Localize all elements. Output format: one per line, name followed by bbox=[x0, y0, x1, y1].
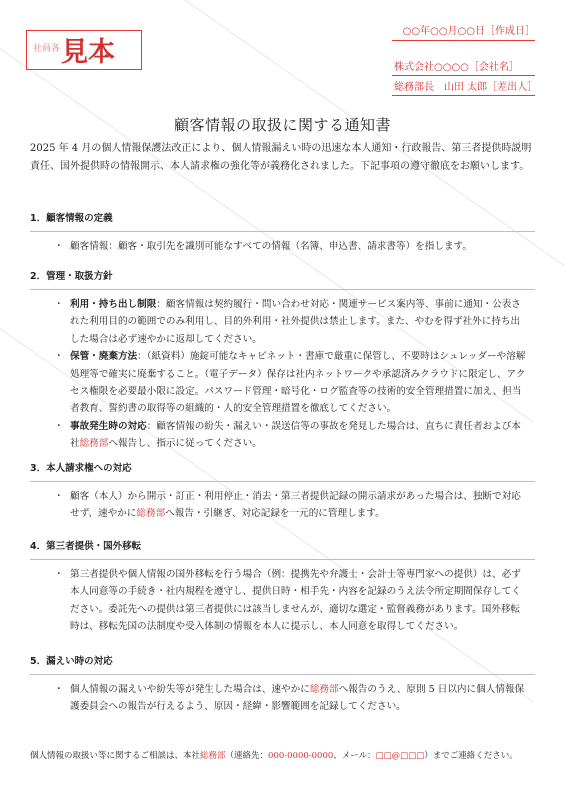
bullet-icon: ・ bbox=[54, 351, 64, 363]
date-underline bbox=[392, 40, 535, 41]
item-bold-label: 事故発生時の対応 bbox=[70, 420, 147, 432]
sample-stamp bbox=[26, 30, 142, 70]
footer-text: 個人情報の取扱い等に関するご相談は、本社 bbox=[30, 751, 201, 761]
item-bold-label: 利用・持ち出し制限 bbox=[70, 298, 157, 310]
section-definition bbox=[30, 212, 535, 255]
section-divider bbox=[30, 231, 535, 232]
footer-phone: 000-0000-0000 bbox=[268, 751, 334, 761]
bullet-icon: ・ bbox=[54, 420, 64, 432]
section-heading: 3．本人請求権への対応 bbox=[30, 463, 132, 474]
bullet-icon: ・ bbox=[54, 240, 64, 252]
item-text: ：（紙資料）施錠可能なキャビネット・書庫で厳重に保管し、不要時はシュレッダーや溶解処理等で確実に廃棄すること。（電子データ）保存は社内ネットワークや承認済みクラウドに限定し、アクセス権限を必要最小限に設定。パスワード管理・暗号化・ログ監査等の技術的安全管理措置に加え、担当者教育、誓約書の取得等の組織的・人的安全管理措置を徹底してください。 bbox=[70, 351, 526, 415]
bullet-icon: ・ bbox=[54, 298, 64, 310]
list-item bbox=[30, 348, 535, 418]
page-title: 顧客情報の取扱に関する通知書 bbox=[173, 116, 391, 134]
list-item bbox=[30, 238, 535, 255]
item-text-tail: へ報告のうえ、原則 5 日以内に個人情報保護委員会への報告が行えるよう、原因・経緯・影響範囲を記録してください。 bbox=[70, 683, 525, 713]
section-management bbox=[30, 270, 535, 453]
section-request-rights bbox=[30, 462, 535, 523]
footer-text: 、メール： bbox=[333, 751, 376, 761]
item-text: 個人情報の漏えいや紛失等が発生した場合は、速やかに bbox=[70, 683, 310, 695]
sender-person-underline bbox=[392, 95, 535, 96]
item-text: 顧客（本人）から開示・訂正・利用停止・消去・第三者提供記録の開示請求があった場合は、独断で対応せず、速やかに bbox=[70, 490, 521, 520]
sender-company-underline bbox=[392, 75, 535, 76]
item-text: ：顧客情報の紛失・漏えい・誤送信等の事故を発見した場合は、直ちに責任者および本社 bbox=[70, 420, 521, 450]
footer-text: ）までご連絡ください。 bbox=[424, 751, 518, 761]
section-heading: 5．漏えい時の対応 bbox=[30, 656, 113, 667]
section-heading: 2．管理・取扱方針 bbox=[30, 271, 113, 282]
list-item bbox=[30, 566, 535, 636]
item-text-tail: へ報告・引継ぎ、対応記録を一元的に管理します。 bbox=[165, 508, 385, 520]
section-divider bbox=[30, 674, 535, 675]
sender-company: 株式会社○○○○［会社名］ bbox=[394, 62, 519, 73]
list-item bbox=[30, 681, 535, 716]
document-date: ○○年○○月○○日［作成日］ bbox=[402, 26, 535, 37]
item-text: ：顧客情報は契約履行・問い合わせ対応・関連サービス案内等、事前に通知・公表された利用目的の範囲でのみ利用し、目的外利用・社外提供は禁止します。また、やむを得ず社外に持ち出した場合は必ず速やかに返却してください。 bbox=[70, 298, 521, 345]
item-text-tail: へ報告し、指示に従ってください。 bbox=[108, 438, 262, 450]
section-divider bbox=[30, 559, 535, 560]
section-heading: 1．顧客情報の定義 bbox=[30, 213, 113, 224]
stamp-small-label: 社員各 bbox=[33, 44, 61, 54]
footer-dept: 総務部 bbox=[200, 751, 226, 761]
section-divider bbox=[30, 289, 535, 290]
bullet-icon: ・ bbox=[54, 490, 64, 502]
section-divider bbox=[30, 481, 535, 482]
stamp-big-label: 見本 bbox=[61, 37, 115, 68]
list-item bbox=[30, 296, 535, 348]
item-highlight: 総務部 bbox=[136, 508, 166, 520]
item-highlight: 総務部 bbox=[79, 438, 109, 450]
item-text: 顧客情報：顧客・取引先を識別可能なすべての情報（名簿、申込書、請求書等）を指します。 bbox=[70, 240, 472, 252]
contact-footer bbox=[30, 750, 540, 763]
item-bold-label: 保管・廃棄方法 bbox=[70, 351, 138, 363]
sender-person: 総務部長 山田 太郎［差出人］ bbox=[394, 82, 538, 93]
section-leak-response bbox=[30, 655, 535, 716]
list-item bbox=[30, 488, 535, 523]
item-text: 第三者提供や個人情報の国外移転を行う場合（例：提携先や弁護士・会計士等専門家への提供）は、必ず本人同意等の手続き・社内規程を遵守し、提供日時・相手先・内容を記録のうえ法令所定期間保存してください。委託先への提供は第三者提供には該当しませんが、適切な選定・監督義務があります。国外移転時は、移転先国の法制度や受入体制の情報を本人に提示し、本人同意を取得してください。 bbox=[70, 568, 521, 633]
section-heading: 4．第三者提供・国外移転 bbox=[30, 541, 142, 552]
item-highlight: 総務部 bbox=[309, 683, 339, 695]
intro-paragraph: 2025 年 4 月の個人情報保護法改正により、個人情報漏えい時の迅速な本人通知・行政報告、第三者提供時説明責任、国外提供時の情報開示、本人請求権の強化等が義務化されました。下記事項の遵守徹底をお願いします。 bbox=[30, 143, 532, 172]
section-third-party bbox=[30, 540, 535, 636]
footer-text: （連絡先： bbox=[225, 751, 269, 761]
bullet-icon: ・ bbox=[54, 683, 64, 695]
bullet-icon: ・ bbox=[54, 568, 64, 580]
footer-email: □□@□□□ bbox=[375, 751, 425, 761]
list-item bbox=[30, 418, 535, 453]
